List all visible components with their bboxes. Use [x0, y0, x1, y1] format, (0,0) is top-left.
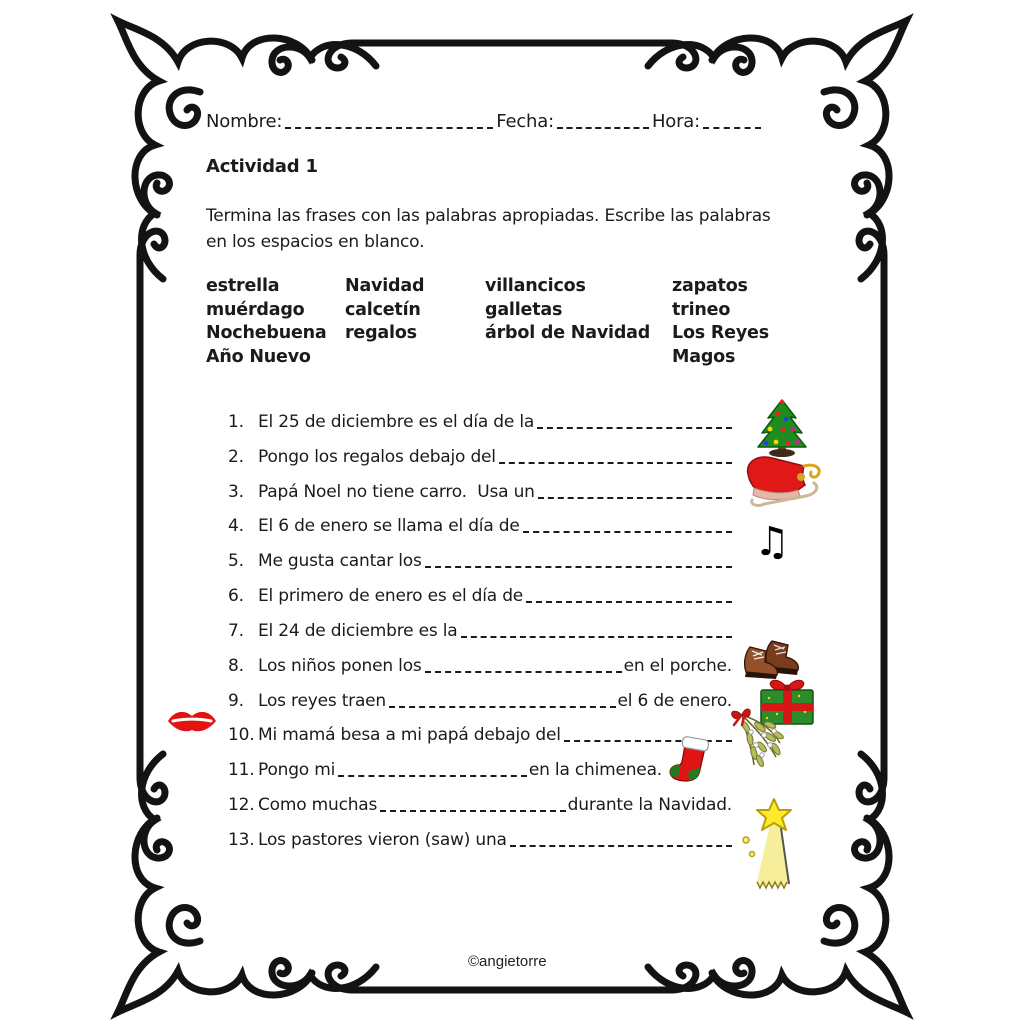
question-row-8: [228, 642, 732, 677]
word-bank-item: zapatos: [672, 276, 748, 296]
question-row-1: [228, 398, 732, 433]
sleigh-icon: [740, 450, 830, 508]
question-number: 9.: [228, 690, 244, 711]
word-bank-item: Nochebuena: [206, 323, 327, 343]
word-bank-column-3: [485, 275, 672, 369]
question-number: 13.: [228, 829, 255, 850]
question-number: 1.: [228, 411, 244, 432]
question-text: El 25 de diciembre es el día de la: [258, 411, 535, 432]
question-number: 5.: [228, 551, 244, 572]
answer-blank: [425, 562, 732, 568]
question-row-11: [228, 746, 662, 781]
shooting-star-icon: [736, 796, 818, 894]
question-text: Papá Noel no tiene carro. Usa un: [258, 481, 535, 502]
question-row-6: [228, 572, 732, 607]
question-number: 8.: [228, 655, 244, 676]
answer-blank: [461, 632, 733, 638]
activity-title: Actividad 1: [206, 156, 318, 177]
question-text: Los pastores vieron (saw) una: [258, 829, 507, 850]
question-text: Como muchas: [258, 795, 378, 816]
question-text-after: el 6 de enero.: [617, 690, 732, 711]
answer-blank: [537, 423, 732, 429]
word-bank-item: Año Nuevo: [206, 346, 311, 367]
question-row-4: [228, 503, 732, 538]
fecha-blank-line: [557, 122, 649, 129]
word-bank-column-2: [345, 275, 485, 369]
question-number: 2.: [228, 446, 244, 467]
question-row-12: [228, 781, 732, 816]
question-text: Pongo mi: [258, 760, 336, 781]
word-bank-item: Los Reyes Magos: [672, 323, 769, 367]
word-bank-item: trineo: [672, 299, 731, 320]
answer-blank: [499, 458, 732, 464]
word-bank-column-1: [206, 275, 345, 369]
word-bank-item: estrella: [206, 276, 280, 296]
fecha-label: Fecha:: [496, 111, 554, 132]
question-row-5: [228, 537, 732, 572]
word-bank-item: villancicos: [485, 276, 586, 296]
instructions-line-1: Termina las frases con las palabras apropiadas. Escribe las palabras: [206, 206, 771, 226]
question-row-3: [228, 468, 732, 503]
word-bank-item: muérdago: [206, 299, 305, 320]
word-bank-item: galletas: [485, 299, 563, 320]
question-text: Pongo los regalos debajo del: [258, 446, 496, 467]
credit-text: ©angietorre: [468, 953, 547, 970]
hora-blank-line: [703, 122, 761, 129]
question-text: El 6 de enero se llama el día de: [258, 516, 520, 537]
nombre-blank-line: [285, 122, 493, 129]
music-notes-icon: ♫: [754, 519, 790, 565]
hora-label: Hora:: [651, 111, 700, 132]
question-text-after: durante la Navidad.: [567, 795, 732, 816]
kiss-lips-icon: [164, 705, 220, 737]
word-bank-item: regalos: [345, 323, 417, 343]
question-text: Mi mamá besa a mi papá debajo del: [258, 725, 561, 746]
christmas-tree-icon: [752, 397, 812, 457]
word-bank: [206, 275, 837, 369]
stocking-icon: [668, 735, 716, 795]
header-row: [206, 111, 764, 132]
question-number: 10.: [228, 725, 255, 746]
question-number: 11.: [228, 760, 255, 781]
question-row-10: [228, 712, 732, 747]
question-text: El 24 de diciembre es la: [258, 620, 458, 641]
question-text-after: en el porche.: [623, 655, 732, 676]
answer-blank: [380, 806, 565, 812]
word-bank-item: Navidad: [345, 276, 425, 296]
answer-blank: [523, 527, 732, 533]
word-bank-item: calcetín: [345, 299, 421, 320]
question-text-after: en la chimenea.: [528, 760, 662, 781]
answer-blank: [425, 667, 622, 673]
question-number: 6.: [228, 586, 244, 607]
mistletoe-icon: [726, 705, 786, 771]
question-row-9: [228, 677, 732, 712]
question-number: 3.: [228, 481, 244, 502]
question-text: Los niños ponen los: [258, 655, 422, 676]
answer-blank: [510, 841, 732, 847]
answer-blank: [526, 597, 732, 603]
word-bank-column-4: [672, 275, 837, 369]
answer-blank: [338, 771, 527, 777]
question-text: Me gusta cantar los: [258, 551, 422, 572]
instructions-line-2: en los espacios en blanco.: [206, 232, 425, 252]
instructions: [206, 203, 826, 255]
question-number: 7.: [228, 620, 244, 641]
question-row-7: [228, 607, 732, 642]
question-number: 12.: [228, 795, 255, 816]
word-bank-item: árbol de Navidad: [485, 323, 651, 343]
question-text: El primero de enero es el día de: [258, 586, 524, 607]
question-number: 4.: [228, 516, 244, 537]
question-row-2: [228, 433, 732, 468]
question-list: [228, 398, 732, 851]
nombre-label: Nombre:: [206, 111, 283, 132]
question-text: Los reyes traen: [258, 690, 386, 711]
answer-blank: [538, 493, 732, 499]
question-row-13: [228, 816, 732, 851]
answer-blank: [389, 702, 616, 708]
